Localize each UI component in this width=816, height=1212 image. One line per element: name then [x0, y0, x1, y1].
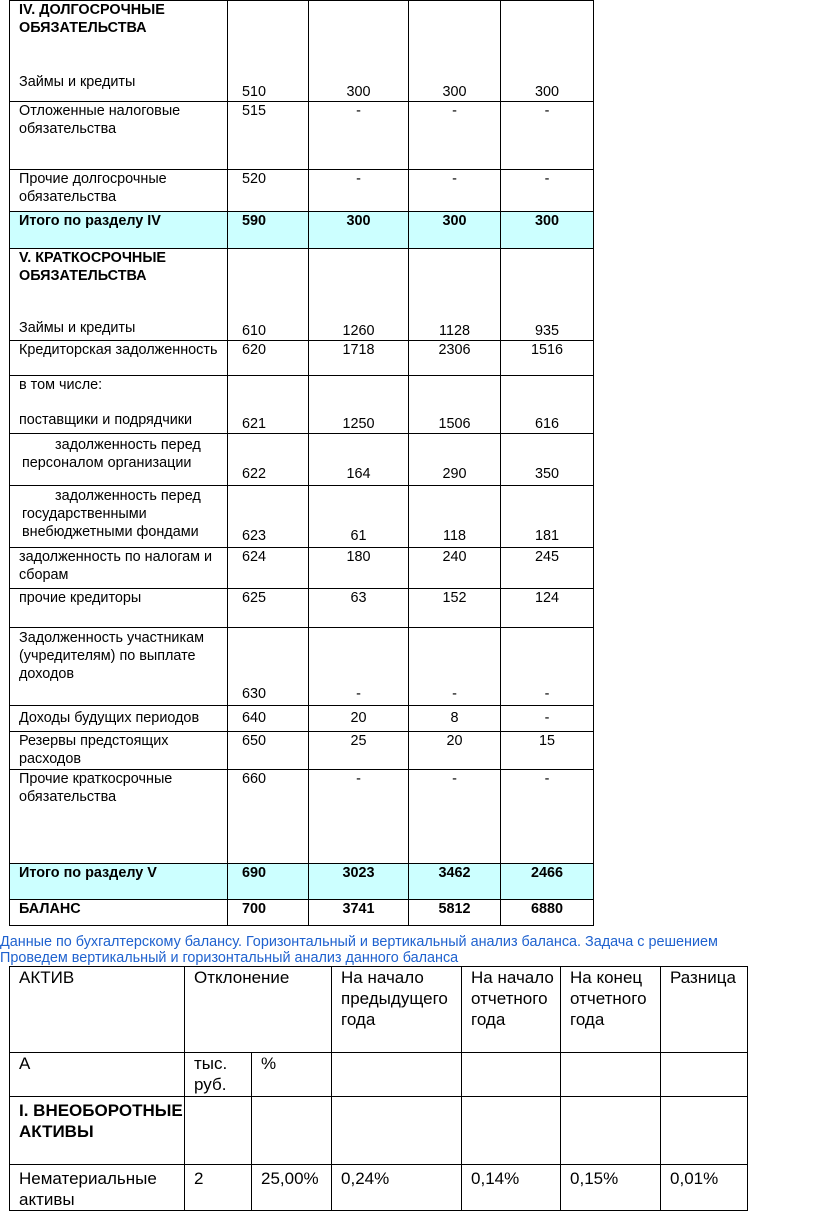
value-cell: -	[309, 770, 409, 864]
table-row	[10, 548, 594, 589]
value-cell: 20	[309, 706, 409, 732]
table-header-row	[10, 967, 748, 1053]
subheader-pct: %	[252, 1053, 332, 1097]
value-cell: 152	[409, 589, 501, 628]
table-row	[10, 589, 594, 628]
row-label-text: персоналом организации	[22, 455, 192, 471]
value-cell: -	[501, 770, 594, 864]
header-konec-otch: На конец отчетного года	[561, 967, 661, 1053]
value-cell: 118	[409, 486, 501, 548]
table-row	[10, 170, 594, 212]
balance-table	[9, 0, 594, 926]
row-label: Доходы будущих периодов	[10, 706, 228, 732]
table-row-total	[10, 864, 594, 900]
value-cell: -	[409, 770, 501, 864]
value-cell: 245	[501, 548, 594, 589]
value-cell: 300	[309, 1, 409, 102]
value-cell: 935	[501, 249, 594, 341]
row-label: Итого по разделу IV	[10, 212, 228, 249]
header-otklonenie: Отклонение	[185, 967, 332, 1053]
value-cell: 1250	[309, 376, 409, 434]
value-cell: 1128	[409, 249, 501, 341]
value-cell: 15	[501, 732, 594, 770]
table-row	[10, 376, 594, 434]
value-cell: 300	[409, 1, 501, 102]
row-label: Резервы предстоящих расходов	[10, 732, 228, 770]
subheader-tys: тыс. руб.	[185, 1053, 252, 1097]
row-label: прочие кредиторы	[10, 589, 228, 628]
value-cell: 6880	[501, 900, 594, 926]
value-cell: 1718	[309, 341, 409, 376]
row-label: Нематериальные активы	[10, 1165, 185, 1211]
value-cell: 61	[309, 486, 409, 548]
row-code: 700	[228, 900, 309, 926]
row-label	[10, 434, 228, 486]
value-cell: 3741	[309, 900, 409, 926]
section-heading: I. ВНЕОБОРОТНЫЕ АКТИВЫ	[10, 1097, 185, 1165]
table-row	[10, 706, 594, 732]
subheader-a: А	[10, 1053, 185, 1097]
value-cell: 181	[501, 486, 594, 548]
value-cell: 290	[409, 434, 501, 486]
row-code: 623	[228, 486, 309, 548]
row-label-text: Займы и кредиты	[19, 320, 136, 336]
value-cell: -	[501, 102, 594, 170]
value-cell: 164	[309, 434, 409, 486]
value-cell: 1516	[501, 341, 594, 376]
empty-cell	[462, 1097, 561, 1165]
row-label: Итого по разделу V	[10, 864, 228, 900]
row-code: 650	[228, 732, 309, 770]
table-row	[10, 249, 594, 341]
row-code: 690	[228, 864, 309, 900]
value-cell: 300	[501, 1, 594, 102]
value-cell: 350	[501, 434, 594, 486]
table-section-row	[10, 1097, 748, 1165]
value-cell: 1506	[409, 376, 501, 434]
section-heading-v: V. КРАТКОСРОЧНЫЕ ОБЯЗАТЕЛЬСТВА	[19, 250, 167, 284]
row-label: Прочие долгосрочные обязательства	[10, 170, 228, 212]
table-subheader-row	[10, 1053, 748, 1097]
analysis-link[interactable]: Проведем вертикальный и горизонтальный анализ данного баланса	[0, 950, 459, 966]
value-cell: 20	[409, 732, 501, 770]
row-code: 660	[228, 770, 309, 864]
row-code: 622	[228, 434, 309, 486]
row-code: 621	[228, 376, 309, 434]
table-row	[10, 1, 594, 102]
analysis-table	[9, 966, 748, 1211]
row-code: 624	[228, 548, 309, 589]
value-cell: 616	[501, 376, 594, 434]
row-label-text: Займы и кредиты	[19, 74, 136, 90]
value-cell: 25	[309, 732, 409, 770]
value-cell: -	[309, 102, 409, 170]
header-nachalo-pred: На начало предыдущего года	[332, 967, 462, 1053]
row-code: 590	[228, 212, 309, 249]
value-cell: -	[409, 170, 501, 212]
value-cell: 0,01%	[661, 1165, 748, 1211]
value-cell: 300	[501, 212, 594, 249]
row-label	[10, 376, 228, 434]
value-cell: 2	[185, 1165, 252, 1211]
row-code: 520	[228, 170, 309, 212]
row-label-text: задолженность перед	[55, 488, 201, 504]
value-cell: 0,14%	[462, 1165, 561, 1211]
value-cell: -	[501, 170, 594, 212]
row-code: 620	[228, 341, 309, 376]
empty-cell	[462, 1053, 561, 1097]
table-row	[10, 434, 594, 486]
value-cell: -	[409, 628, 501, 706]
row-code: 510	[228, 1, 309, 102]
value-cell: -	[501, 706, 594, 732]
empty-cell	[561, 1053, 661, 1097]
section-heading-iv: IV. ДОЛГОСРОЧНЫЕ ОБЯЗАТЕЛЬСТВА	[19, 2, 165, 36]
value-cell: 2306	[409, 341, 501, 376]
header-raznica: Разница	[661, 967, 748, 1053]
row-label	[10, 249, 228, 341]
value-cell: 0,15%	[561, 1165, 661, 1211]
row-code: 515	[228, 102, 309, 170]
value-cell: 8	[409, 706, 501, 732]
value-cell: 300	[309, 212, 409, 249]
header-aktiv: АКТИВ	[10, 967, 185, 1053]
value-cell: -	[409, 102, 501, 170]
empty-cell	[252, 1097, 332, 1165]
value-cell: -	[309, 628, 409, 706]
table-row	[10, 732, 594, 770]
row-code: 610	[228, 249, 309, 341]
table-row	[10, 1165, 748, 1211]
value-cell: 124	[501, 589, 594, 628]
value-cell: 25,00%	[252, 1165, 332, 1211]
table-row	[10, 770, 594, 864]
value-cell: 3462	[409, 864, 501, 900]
article-link[interactable]: Данные по бухгалтерскому балансу. Горизонтальный и вертикальный анализ баланса. Задача с решением	[0, 934, 718, 950]
row-label: задолженность по налогам и сборам	[10, 548, 228, 589]
row-label-text: государственными внебюджетными фондами	[22, 506, 199, 540]
value-cell: 2466	[501, 864, 594, 900]
row-label	[10, 486, 228, 548]
row-label: Задолженность участникам (учредителям) по выплате доходов	[10, 628, 228, 706]
row-label: Отложенные налоговые обязательства	[10, 102, 228, 170]
value-cell: 1260	[309, 249, 409, 341]
value-cell: 0,24%	[332, 1165, 462, 1211]
table-row	[10, 628, 594, 706]
row-label-text: в том числе:	[19, 377, 103, 393]
row-label: Прочие краткосрочные обязательства	[10, 770, 228, 864]
value-cell: 300	[409, 212, 501, 249]
header-nachalo-otch: На начало отчетного года	[462, 967, 561, 1053]
value-cell: 63	[309, 589, 409, 628]
value-cell: -	[501, 628, 594, 706]
row-code: 630	[228, 628, 309, 706]
value-cell: 180	[309, 548, 409, 589]
value-cell: 240	[409, 548, 501, 589]
empty-cell	[561, 1097, 661, 1165]
row-label-text: поставщики и подрядчики	[19, 412, 193, 428]
row-code: 625	[228, 589, 309, 628]
value-cell: -	[309, 170, 409, 212]
table-row-total	[10, 212, 594, 249]
row-label	[10, 1, 228, 102]
empty-cell	[661, 1053, 748, 1097]
empty-cell	[185, 1097, 252, 1165]
value-cell: 5812	[409, 900, 501, 926]
empty-cell	[332, 1097, 462, 1165]
row-code: 640	[228, 706, 309, 732]
table-row-balance	[10, 900, 594, 926]
table-row	[10, 102, 594, 170]
row-label: БАЛАНС	[10, 900, 228, 926]
row-label: Кредиторская задолженность	[10, 341, 228, 376]
table-row	[10, 486, 594, 548]
empty-cell	[661, 1097, 748, 1165]
table-row	[10, 341, 594, 376]
value-cell: 3023	[309, 864, 409, 900]
row-label-text: задолженность перед	[55, 437, 201, 453]
empty-cell	[332, 1053, 462, 1097]
